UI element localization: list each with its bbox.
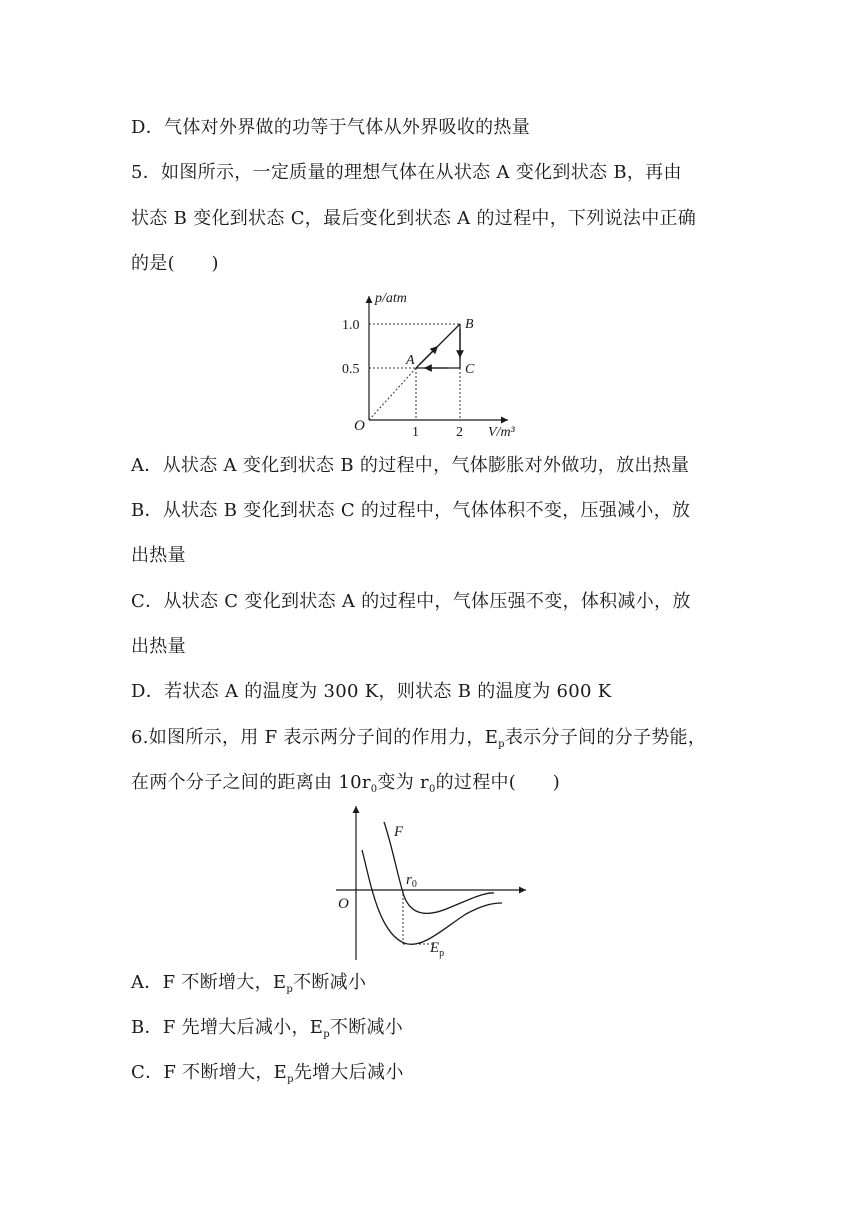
q6-option-a: A．F 不断增大，$E_p$不断减小 <box>131 972 367 995</box>
q4-option-d: D．气体对外界做的功等于气体从外界吸收的热量 <box>131 117 531 138</box>
q5-stem-line-2: 状态 B 变化到状态 C，最后变化到状态 A 的过程中，下列说法中正确 <box>131 208 697 229</box>
q5-option-d: D．若状态 A 的温度为 300 K，则状态 B 的温度为 600 K <box>131 681 612 702</box>
q5-option-c-line-1: C．从状态 C 变化到状态 A 的过程中，气体压强不变，体积减小，放 <box>131 591 691 612</box>
y-tick-1: 1.0 <box>342 318 360 333</box>
q6-stem-line-1: 6.如图所示，用 F 表示两分子间的作用力，$E_p$表示分子间的分子势能， <box>131 727 707 750</box>
origin-label: O <box>338 896 349 912</box>
q5-option-b-line-2: 出热量 <box>131 545 186 566</box>
x-axis-label: V/m³ <box>488 425 515 440</box>
force-potential-diagram <box>326 800 536 965</box>
q5-stem-line-1: 5．如图所示，一定质量的理想气体在从状态 A 变化到状态 B，再由 <box>131 162 682 183</box>
y-axis-label: p/atm <box>375 291 407 306</box>
origin-label: O <box>354 418 365 434</box>
q6-option-c: C．F 不断增大，$E_p$先增大后减小 <box>131 1062 404 1085</box>
r0-label: $r_0$ <box>406 872 417 890</box>
pv-diagram <box>320 284 530 440</box>
q5-option-b-line-1: B．从状态 B 变化到状态 C 的过程中，气体体积不变，压强减小，放 <box>131 500 691 521</box>
q6-option-b: B．F 先增大后减小，$E_p$不断减小 <box>131 1017 404 1040</box>
x-tick-1: 1 <box>412 425 419 440</box>
y-tick-05: 0.5 <box>342 362 360 377</box>
force-label: F <box>394 824 404 840</box>
x-tick-2: 2 <box>456 425 463 440</box>
q5-option-c-line-2: 出热量 <box>131 636 186 657</box>
point-a-label: A <box>406 353 415 368</box>
potential-energy-curve <box>362 850 502 944</box>
q6-stem-line-2: 在两个分子之间的距离由 $10r_0$变为 $r_0$的过程中( ) <box>131 772 561 795</box>
point-c-label: C <box>465 362 475 377</box>
q5-stem-line-3: 的是( ) <box>131 253 219 274</box>
q5-option-a: A．从状态 A 变化到状态 B 的过程中，气体膨胀对外做功，放出热量 <box>131 455 690 476</box>
ep-label: $E_p$ <box>430 940 445 959</box>
point-b-label: B <box>465 317 474 332</box>
